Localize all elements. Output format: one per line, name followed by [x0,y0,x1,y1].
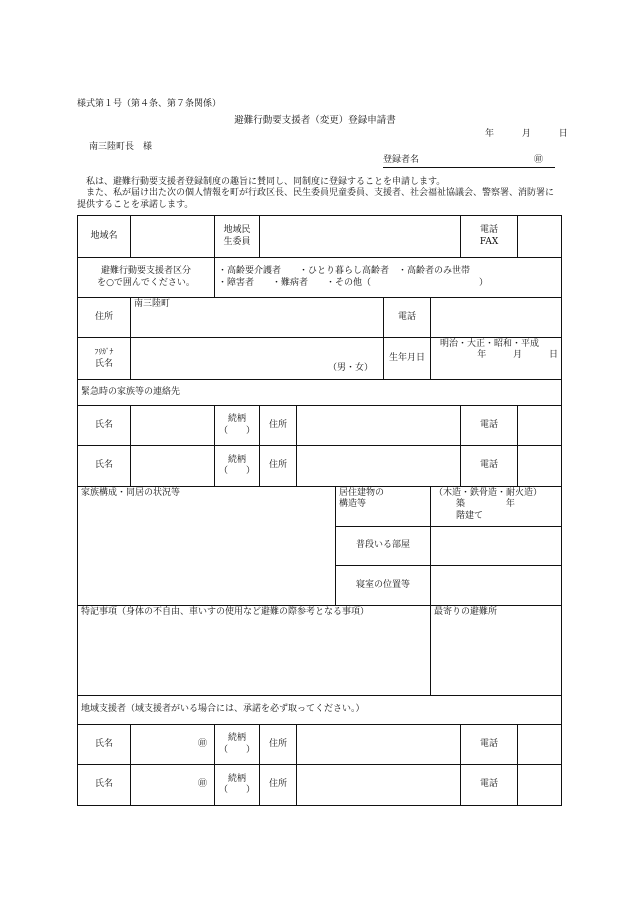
date-month-label: 月 [521,129,531,139]
seal-mark: ㊞ [197,738,207,749]
building-label-2: 構造等 [339,499,367,510]
seal-mark: ㊞ [197,779,207,790]
contact-name-label: 氏名 [78,446,131,487]
supporter-address-field[interactable] [297,765,461,806]
address-field[interactable] [131,298,384,338]
supporter-name-field[interactable] [131,765,215,806]
emergency-contact-heading: 緊急時の家族等の連絡先 [78,380,562,406]
name-row [78,338,562,380]
intro-text [77,177,561,211]
emergency-contact-row [78,446,562,487]
birthdate-label: 生年月日 [384,338,431,380]
contact-phone-label: 電話 [461,446,518,487]
emergency-header-row [78,380,562,406]
phone-fax-field[interactable] [518,216,562,258]
contact-address-label: 住所 [260,446,297,487]
building-age-storeys [434,499,558,522]
furigana-label: ﾌﾘｶﾞﾅ [94,347,114,357]
bedroom-location-field[interactable] [431,566,562,606]
relation-label: 続柄 [227,733,246,744]
contact-name-label: 氏名 [78,406,131,446]
seal-mark: ㊞ [533,155,543,165]
birthdate-field[interactable] [431,338,562,380]
contact-phone-field[interactable] [518,406,562,446]
nearest-shelter-field[interactable] [431,606,562,696]
phone-label-applicant: 電話 [384,298,431,338]
fax-label: FAX [479,236,499,247]
registrant-name-line[interactable] [383,155,555,168]
relation-label: 続柄 [227,773,246,784]
name-label [78,338,131,380]
supporter-name-label: 氏名 [78,725,131,765]
storeys-label: 階建て [456,510,484,521]
family-status-field[interactable] [78,487,336,606]
relation-cell[interactable] [215,446,260,487]
special-notes-row [78,606,562,696]
contact-name-field[interactable] [131,446,215,487]
special-notes-label: 特記事項（身体の不自由、車いすの使用など避難の際参考となる事項） [81,607,370,617]
area-name-label: 地域名 [78,216,131,258]
supporter-phone-field[interactable] [518,765,562,806]
intro-line-2: また、私が届け出た次の個人情報を町が行政区長、民生委員児童委員、支援者、社会福祉協議会、警察署、消防署に提供することを承諾します。 [77,188,555,210]
birthdate-ymd [434,350,558,361]
form-id: 様式第１号（第４条、第７条関係） [77,99,222,109]
address-prefilled-value: 南三陸町 [134,299,171,309]
supporter-phone-label: 電話 [461,725,518,765]
supporter-row [78,765,562,806]
addressee: 南三陸町長 様 [89,142,153,152]
building-types: （木造・鉄骨造・耐火造） [434,488,543,498]
bedroom-location-label: 寝室の位置等 [336,566,431,606]
name-label-text: 氏名 [94,358,113,369]
area-row [78,216,562,258]
contact-name-field[interactable] [131,406,215,446]
supporter-phone-label: 電話 [461,765,518,806]
supporter-name-label: 氏名 [78,765,131,806]
relation-paren: （ ） [218,425,255,436]
phone-fax-label [461,216,518,258]
contact-address-field[interactable] [297,406,461,446]
name-field[interactable] [131,338,384,380]
usual-room-field[interactable] [431,527,562,566]
contact-address-field[interactable] [297,446,461,487]
special-notes-field[interactable] [78,606,431,696]
category-options-line-2: ・障害者 ・難病者 ・その他（ ） [218,277,489,288]
gender-option: （男・女） [327,362,373,373]
welfare-commissioner-label-2: 生委員 [223,236,251,247]
phone-label: 電話 [480,225,499,236]
date-line [485,129,568,140]
category-label [78,258,215,298]
category-options-line-1: ・高齢要介護者 ・ひとり暮らし高齢者 ・高齢者のみ世帯 [218,266,471,277]
building-structure-label [336,487,431,527]
category-label-2: を○で囲んでください。 [97,277,195,288]
date-day-label: 日 [558,129,568,139]
contact-phone-label: 電話 [461,406,518,446]
birth-month-label: 月 [513,350,523,361]
category-label-1: 避難行動要支援者区分 [100,266,191,277]
category-options[interactable] [215,258,562,298]
contact-address-label: 住所 [260,406,297,446]
relation-label: 続柄 [227,414,246,425]
emergency-contact-row [78,406,562,446]
nearest-shelter-label: 最寄りの避難所 [434,607,498,617]
relation-cell[interactable] [215,765,260,806]
built-year-label: 年 [505,499,515,510]
phone-field-applicant[interactable] [431,298,562,338]
relation-label: 続柄 [227,454,246,465]
area-name-field[interactable] [131,216,215,258]
intro-line-1: 私は、避難行動要支援者登録制度の趣旨に賛同し、同制度に登録することを申請します。 [86,177,446,187]
supporter-name-field[interactable] [131,725,215,765]
relation-paren: （ ） [218,785,255,795]
relation-paren: （ ） [218,744,255,755]
welfare-commissioner-label-1: 地域民 [223,225,251,236]
usual-room-label: 普段いる部屋 [336,527,431,566]
date-year-label: 年 [485,129,495,139]
document-title: 避難行動要支援者（変更）登録申請書 [234,115,396,126]
relation-cell[interactable] [215,406,260,446]
supporter-phone-field[interactable] [518,725,562,765]
relation-cell[interactable] [215,725,260,765]
birth-year-label: 年 [477,350,487,361]
registrant-label: 登録者名 [383,155,420,165]
family-status-label: 家族構成・同居の状況等 [81,488,181,498]
family-building-row [78,487,562,527]
supporter-address-label: 住所 [260,765,297,806]
welfare-commissioner-label [215,216,260,258]
relation-paren: （ ） [218,466,255,476]
welfare-commissioner-field[interactable] [260,216,461,258]
registration-form-table [77,215,562,806]
address-label: 住所 [78,298,131,338]
building-label-1: 居住建物の [339,488,385,498]
era-options: 明治・大正・昭和・平成 [440,339,540,349]
category-row [78,258,562,298]
local-supporters-heading: 地域支援者（域支援者がいる場合には、承諾を必ず取ってください。） [78,696,562,725]
birth-day-label: 日 [549,350,559,361]
supporter-address-field[interactable] [297,725,461,765]
address-row [78,298,562,338]
local-supporters-header-row [78,696,562,725]
built-label: 築 [456,499,466,510]
contact-phone-field[interactable] [518,446,562,487]
supporter-address-label: 住所 [260,725,297,765]
building-structure-field[interactable] [431,487,562,527]
supporter-row [78,725,562,765]
